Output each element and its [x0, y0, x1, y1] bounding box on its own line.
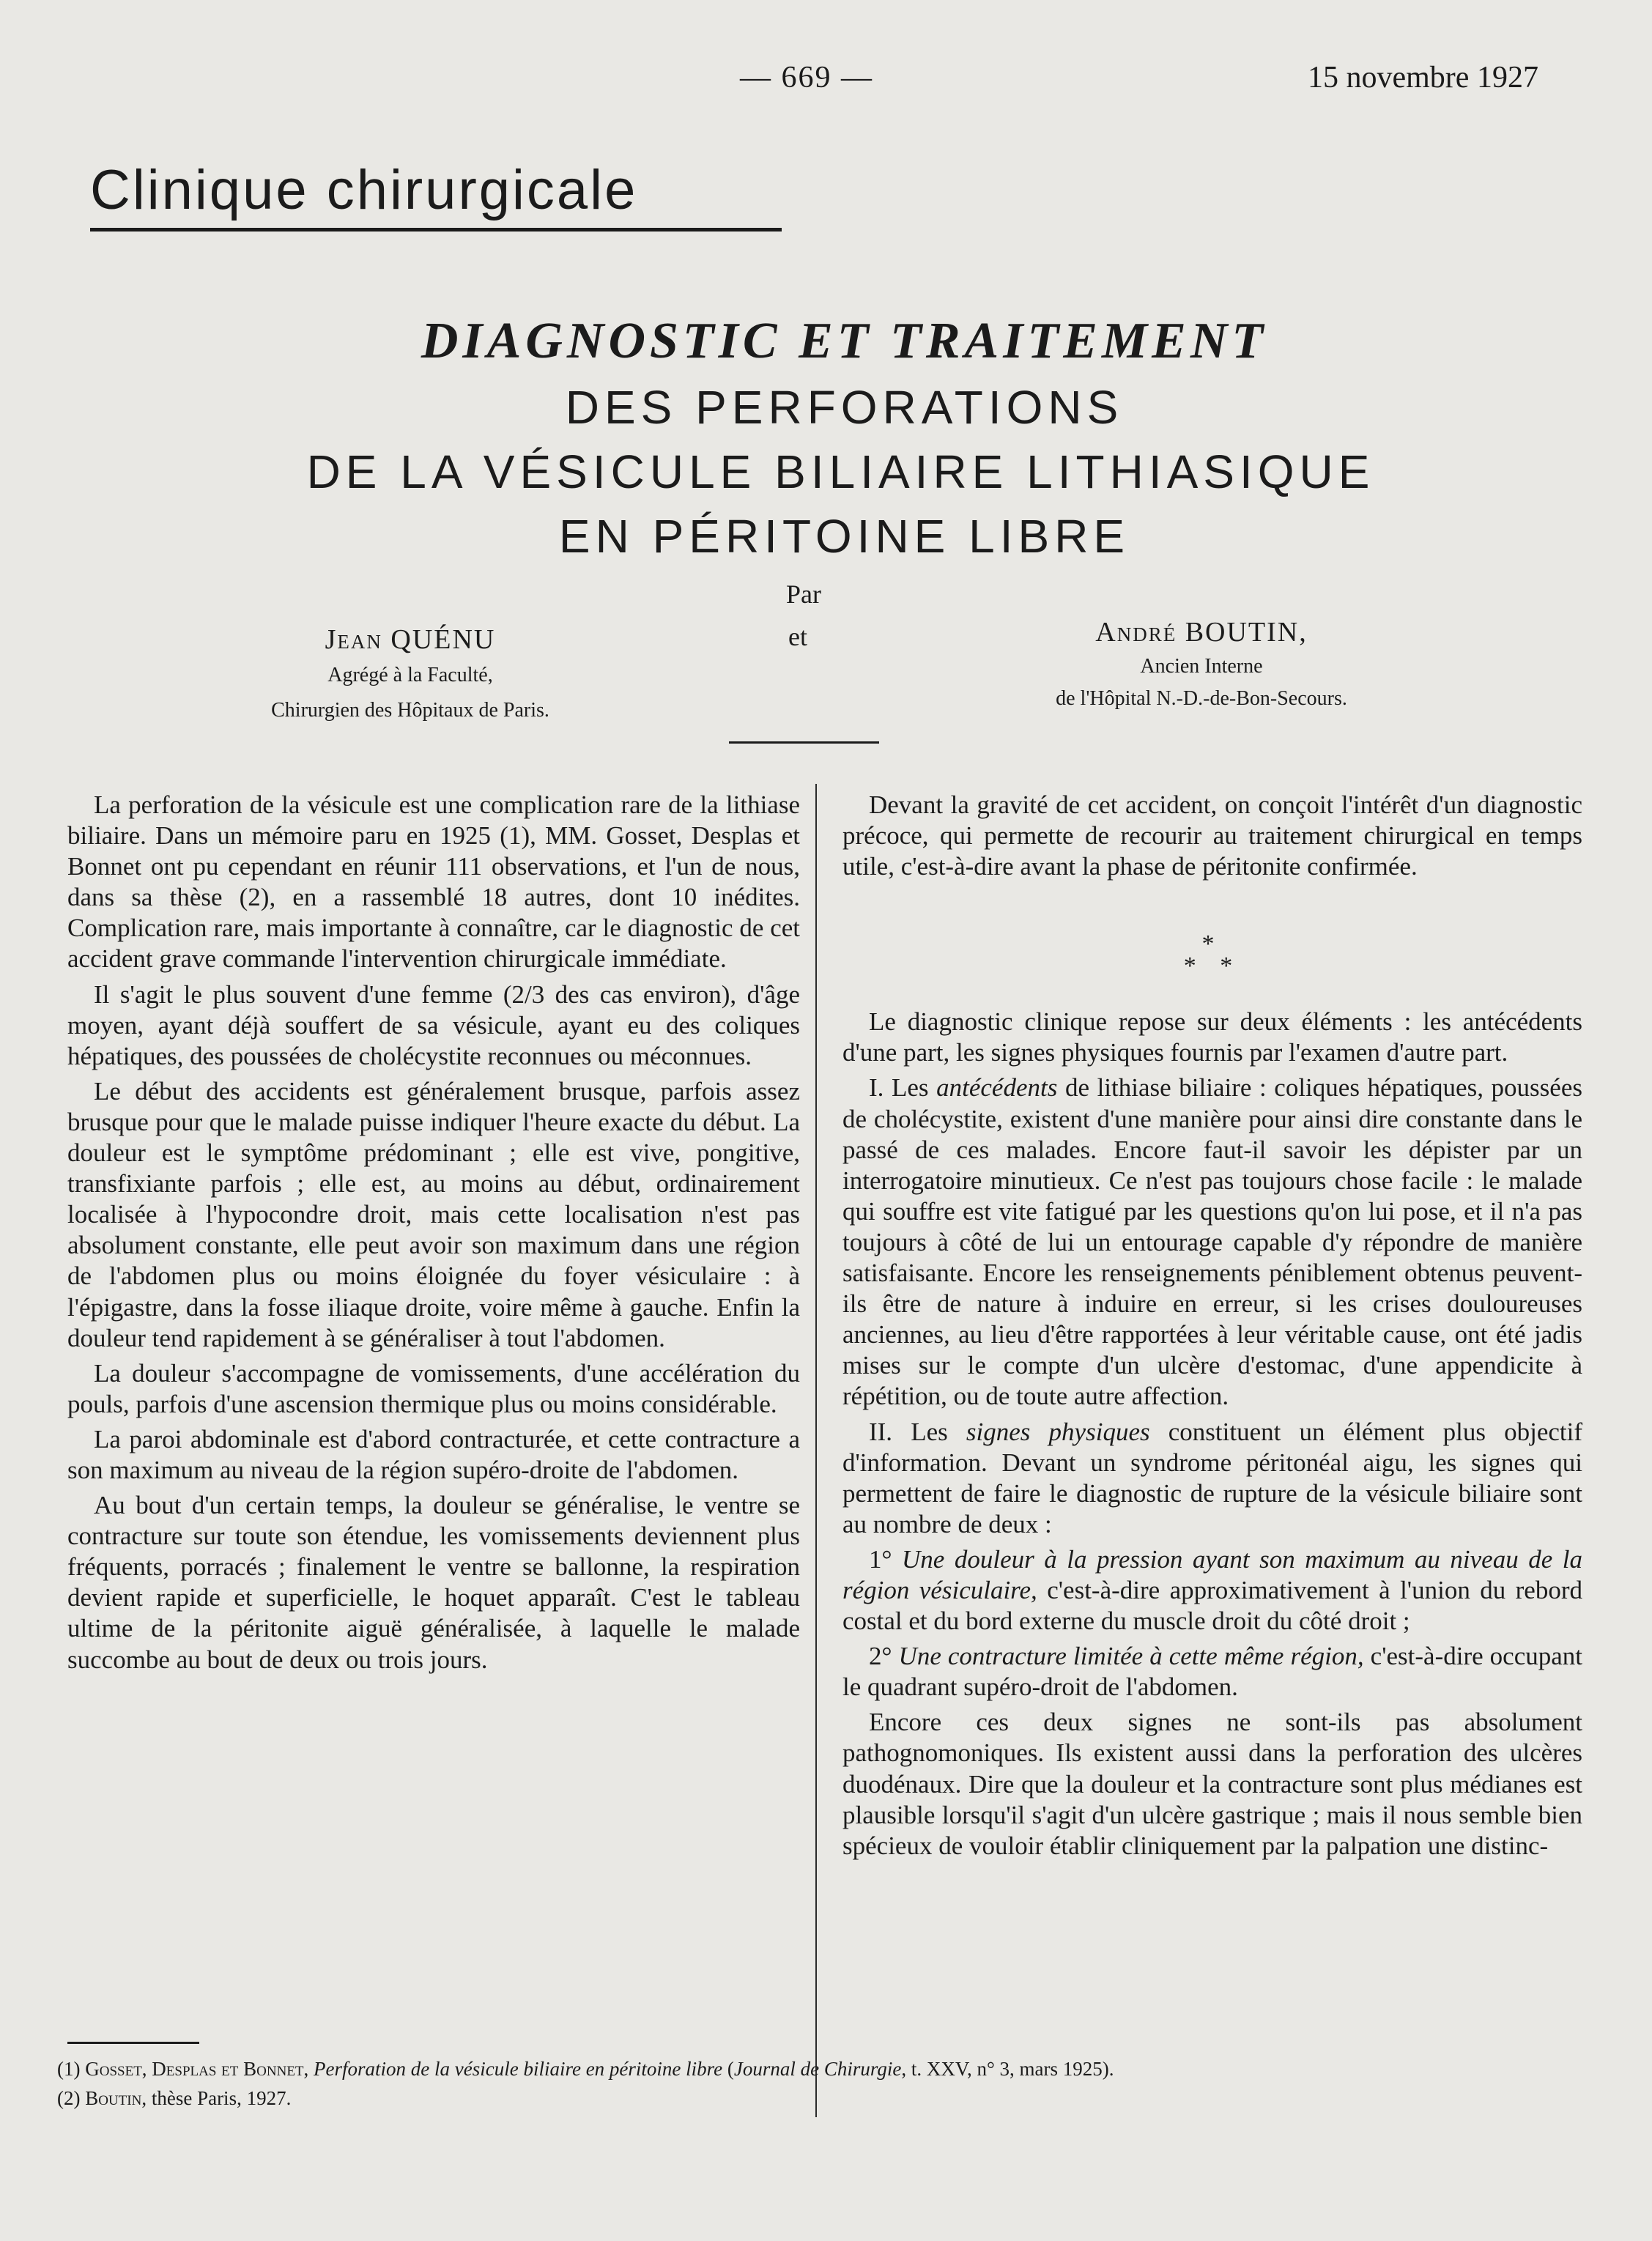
text-run: I. Les: [869, 1073, 937, 1103]
section-title-underline: [90, 228, 782, 231]
emphasis: Une contracture limitée à cette même région,: [898, 1642, 1364, 1671]
footnote-number: (1): [57, 2058, 81, 2080]
title-separator-rule: [729, 741, 879, 744]
article-title-line-3: DE LA VÉSICULE BILIAIRE LITHIASIQUE: [306, 445, 1375, 498]
paragraph: La paroi abdominale est d'abord contracturée, et cette contracture a son maximum au niveau de la région supéro-droite de l'abdomen.: [67, 1424, 800, 1484]
footnote-journal: Journal de Chirurgie: [733, 2058, 902, 2080]
issue-date: 15 novembre 1927: [1308, 61, 1538, 95]
text-run: constituent un élément plus objectif d'information. Devant un syndrome péritonéal aigu, les signes qui permettent de faire le diagnostic de rupture de la vésicule biliaire sont au nombre de deux :: [842, 1417, 1582, 1538]
paragraph: Le début des accidents est généralement brusque, parfois assez brusque pour que le malade puisse indiquer l'heure exacte du début. La douleur est le symptôme prédominant ; elle est vive, pongitive, transfixiante parfois ; elle est, au moins au début, ordinairement localisée à l'hypocondre droit, mais cette localisation n'est pas absolument constante, elle peut avoir son maximum dans une région de l'abdomen plus ou moins éloignée du foyer vésiculaire : à l'épigastre, dans la fosse iliaque droite, voire même à gauche. Enfin la douleur tend rapidement à se généraliser à tout l'abdomen.: [67, 1076, 800, 1352]
article-title-line-4: EN PÉRITOINE LIBRE: [558, 510, 1130, 563]
article-title: [0, 308, 1652, 568]
text-run: c'est-à-dire approximativement à l'union du rebord costal et du bord externe du muscle droit du côté droit ;: [842, 1575, 1582, 1636]
paragraph: Encore ces deux signes ne sont-ils pas absolument pathognomoniques. Ils existent aussi dans la perforation des ulcères duodénaux. Dire que la douleur et la contracture sont plus médianes est plausible lorsqu'il s'agit d'un ulcère gastrique ; mais il nous semble bien spécieux de vouloir établir cliniquement par la palpation une distinc-: [842, 1708, 1582, 1860]
author-affiliation: de l'Hôpital N.-D.-de-Bon-Secours.: [1056, 687, 1347, 710]
paragraph-signes-physiques: [842, 1417, 1582, 1540]
text-run: 1°: [869, 1544, 903, 1574]
footnote-number: (2): [57, 2087, 81, 2109]
emphasis: Une douleur à la pression ayant son maximum au niveau de la région vésiculaire,: [842, 1544, 1582, 1604]
article-title-line-1: DIAGNOSTIC ET TRAITEMENT: [421, 313, 1268, 369]
paragraph: Le diagnostic clinique repose sur deux éléments : les antécédents d'une part, les signes physiques fournis par l'examen d'autre part.: [842, 1007, 1582, 1067]
paragraph: La douleur s'accompagne de vomissements, d'une accélération du pouls, parfois d'une ascension thermique plus ou moins considérable.: [67, 1358, 800, 1418]
emphasis: antécédents: [936, 1073, 1058, 1103]
author-quenu: [220, 621, 601, 728]
paragraph-sign-2: [842, 1641, 1582, 1703]
footnote-authors: Gosset, Desplas et Bonnet,: [85, 2058, 309, 2080]
author-affiliation: Chirurgien des Hôpitaux de Paris.: [271, 699, 549, 722]
footnote-2: [57, 2083, 819, 2113]
footnote-rule: [67, 2042, 199, 2044]
left-column: [67, 790, 800, 1680]
page-header: [0, 60, 1652, 104]
author-name: André BOUTIN,: [1095, 617, 1308, 648]
section-title: Clinique chirurgicale: [90, 159, 638, 221]
byline-et: et: [788, 622, 807, 651]
footnote-text: thèse Paris, 1927.: [151, 2087, 292, 2109]
footnote-1: [57, 2054, 1114, 2083]
paragraph-sign-1: [842, 1544, 1582, 1637]
article-title-line-2: DES PERFORATIONS: [565, 381, 1124, 434]
footnotes: [57, 2054, 1114, 2113]
section-break-asterisks: [842, 930, 1582, 980]
right-column: [842, 790, 1582, 1866]
column-divider: [815, 784, 817, 2117]
footnote-title: Perforation de la vésicule biliaire en péritoine libre: [314, 2058, 723, 2080]
text-run: II. Les: [869, 1417, 966, 1446]
footnote-text: , t. XXV, n° 3, mars 1925).: [901, 2058, 1114, 2080]
paragraph: La perforation de la vésicule est une complication rare de la lithiase biliaire. Dans un mémoire paru en 1925 (1), MM. Gosset, Desplas et Bonnet ont pu cependant en réunir 111 observations, et l'un de nous, dans sa thèse (2), en a rassemblé 18 autres, dont 10 inédites. Complication rare, mais importante à connaître, car le diagnostic de cet accident grave commande l'intervention chirurgicale immédiate.: [67, 790, 800, 974]
text-run: de lithiase biliaire : coliques hépatiques, poussées de cholécystite, existent d'une manière pour ainsi dire constante dans le passé de ces malades. Encore faut-il savoir les dépister par un interrogatoire minutieux. Ce n'est pas toujours chose facile : le malade qui souffre est vite fatigué par les questions qu'on lui pose, et il n'a pas toujours à côté de lui un entourage capable d'y répondre de manière satisfaisante. Encore les renseignements péniblement obtenus peuvent-ils être de nature à induire en erreur, si les crises douloureuses anciennes, au lieu d'être rapportées à leur véritable cause, ont été jadis mises sur le compte d'un ulcère d'estomac, d'une appendicite à répétition, ou de toute autre affection.: [842, 1073, 1582, 1411]
paragraph-antecedents: [842, 1073, 1582, 1412]
byline-par: Par: [786, 579, 821, 609]
text-run: c'est-à-dire occupant le quadrant supéro-droit de l'abdomen.: [842, 1642, 1583, 1702]
author-boutin: [982, 614, 1421, 715]
paragraph: Au bout d'un certain temps, la douleur se généralise, le ventre se contracture sur toute son étendue, les vomissements deviennent plus fréquents, porracés ; finalement le ventre se ballonne, la respiration devient rapide et superficielle, le hoquet apparaît. C'est le tableau ultime de la péritonite aiguë généralisée, à laquelle le malade succombe au bout de deux ou trois jours.: [67, 1491, 800, 1674]
paragraph: Devant la gravité de cet accident, on conçoit l'intérêt d'un diagnostic précoce, qui permette de recourir au traitement chirurgical en temps utile, c'est-à-dire avant la phase de péritonite confirmée.: [842, 790, 1582, 881]
footnote-authors: Boutin,: [85, 2087, 147, 2109]
page-number: — 669 —: [740, 61, 873, 95]
author-name: Jean QUÉNU: [325, 624, 496, 655]
text-run: 2°: [869, 1642, 899, 1671]
footnote-text: (: [727, 2058, 734, 2080]
asterisk-bottom: * *: [1183, 952, 1242, 980]
author-affiliation: Agrégé à la Faculté,: [327, 664, 493, 686]
emphasis: signes physiques: [966, 1417, 1150, 1446]
paragraph: Il s'agit le plus souvent d'une femme (2/3 des cas environ), d'âge moyen, ayant déjà souffert de sa vésicule, ayant eu des coliques hépatiques, des poussées de cholécystite reconnues ou méconnues.: [67, 979, 800, 1070]
asterisk-top: *: [1201, 930, 1223, 958]
author-affiliation: Ancien Interne: [1140, 655, 1263, 678]
